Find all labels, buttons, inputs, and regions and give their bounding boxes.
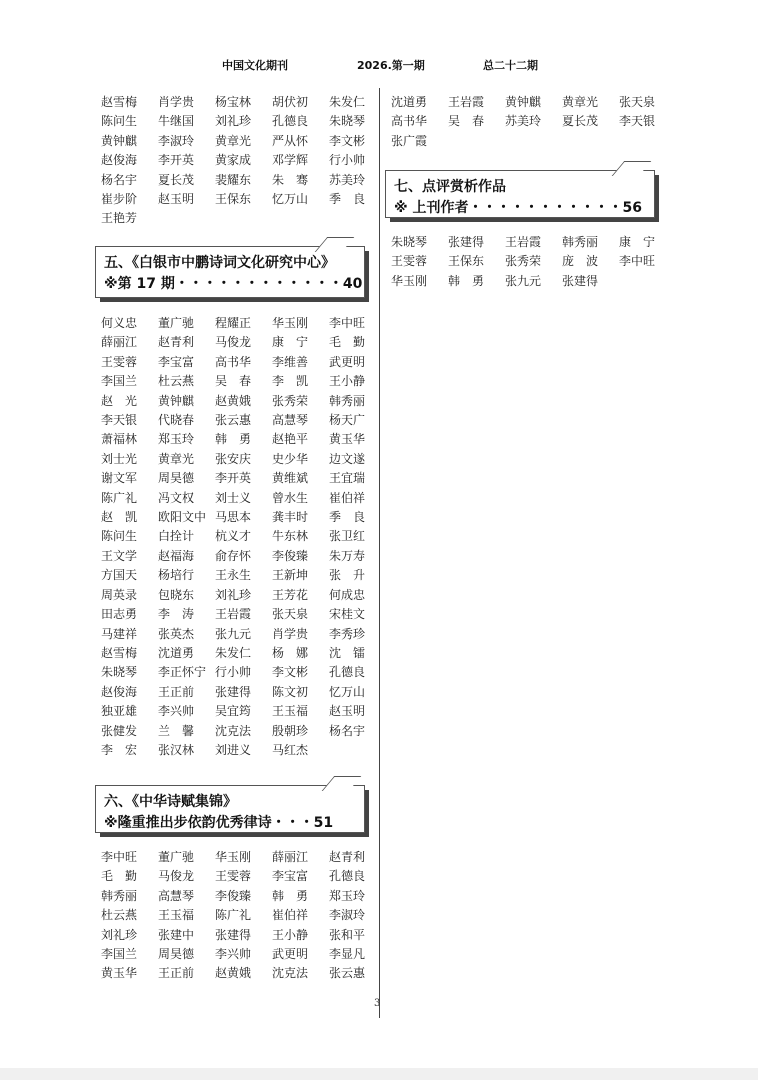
author-name: 赵福海 (158, 548, 195, 563)
section-7-title: 七、点评赏析作品 (394, 179, 506, 195)
author-name: 李秀珍 (329, 626, 366, 641)
author-name: 李 宏 (101, 742, 138, 757)
author-name: 赵黄娥 (215, 966, 252, 981)
author-name: 董广驰 (158, 316, 195, 330)
author-name: 李淑玲 (329, 908, 366, 923)
author-name: 郑玉玲 (158, 432, 195, 447)
author-name: 陈广礼 (101, 490, 138, 505)
author-name: 王小静 (272, 927, 309, 942)
author-name: 严从怀 (272, 133, 309, 148)
author-name: 刘进义 (215, 742, 252, 757)
author-name: 赵 光 (101, 393, 138, 408)
author-name: 李俊臻 (215, 888, 252, 903)
author-name: 白拴计 (158, 529, 195, 544)
author-name: 行小帅 (329, 153, 366, 168)
author-name: 刘士光 (101, 451, 138, 466)
author-name: 马俊龙 (215, 335, 252, 350)
author-name: 王雯蓉 (391, 254, 428, 269)
author-name: 忆万山 (272, 192, 309, 207)
author-name: 王芳花 (272, 587, 309, 602)
author-name: 何成忠 (329, 587, 366, 602)
section-6-heading (95, 785, 365, 833)
author-name: 李文彬 (272, 665, 309, 680)
author-name: 张天泉 (272, 607, 309, 622)
author-name: 黄玉华 (329, 432, 366, 447)
author-name: 孔德良 (329, 869, 366, 884)
author-name: 李国兰 (101, 947, 138, 962)
author-name: 周英录 (101, 587, 138, 602)
author-name: 苏美玲 (329, 172, 366, 187)
author-name: 孔德良 (272, 114, 309, 129)
author-name: 张 升 (329, 568, 366, 583)
running-header (0, 57, 758, 75)
author-name: 李兴帅 (215, 947, 252, 962)
author-name: 马建祥 (101, 626, 138, 641)
author-name: 朱晓琴 (329, 114, 366, 129)
author-name: 俞存怀 (215, 548, 252, 563)
author-name: 陈文初 (272, 684, 309, 699)
author-name: 赵雪梅 (101, 645, 138, 660)
author-name: 张广霞 (391, 133, 428, 148)
author-name: 沈 镭 (329, 645, 366, 660)
author-name: 李中旺 (329, 316, 366, 330)
author-name: 张建中 (158, 927, 195, 942)
author-name: 边文遂 (329, 451, 366, 466)
author-name: 李维善 (272, 354, 309, 369)
author-name: 张和平 (329, 927, 366, 942)
author-name: 杜云燕 (101, 908, 138, 923)
author-name: 张九元 (215, 626, 252, 641)
author-name: 田志勇 (101, 607, 138, 622)
author-name: 马俊龙 (158, 869, 195, 884)
author-name: 张汉林 (158, 742, 195, 757)
author-name: 薛丽江 (101, 335, 138, 350)
author-name: 季 良 (329, 510, 366, 525)
author-name: 何义忠 (101, 316, 138, 330)
author-name: 黄章光 (158, 451, 195, 466)
author-name: 张秀荣 (272, 393, 309, 408)
author-name: 苏美玲 (505, 114, 542, 129)
author-name: 赵玉明 (329, 704, 366, 719)
name-list-section-6 (101, 848, 391, 984)
author-name: 李 凯 (272, 374, 309, 389)
author-name: 李淑玲 (158, 133, 195, 148)
name-list-section-7 (391, 233, 681, 291)
section-7-subtitle: ※ 上刊作者・・・・・・・・・・・56 (394, 200, 642, 216)
author-name: 武更明 (329, 354, 366, 369)
author-name: 黄玉华 (101, 966, 138, 981)
author-name: 张卫红 (329, 529, 366, 544)
author-name: 王雯蓉 (215, 869, 252, 884)
author-name: 沈道勇 (391, 95, 428, 109)
author-name: 王玉福 (158, 908, 195, 923)
author-name: 孔德良 (329, 665, 366, 680)
author-name: 朱万寿 (329, 548, 366, 563)
name-list-right-top (391, 93, 681, 151)
page-number: 3 (374, 998, 381, 1009)
magazine-title: 中国文化期刊 (222, 59, 288, 72)
author-name: 兰 馨 (158, 723, 195, 738)
author-name: 杨宝林 (215, 95, 252, 109)
author-name: 黄章光 (215, 133, 252, 148)
section-6-title: 六、《中华诗赋集锦》 (104, 794, 237, 810)
author-name: 韩 勇 (272, 888, 309, 903)
author-name: 包晓东 (158, 587, 195, 602)
author-name: 赵俊海 (101, 684, 138, 699)
author-name: 周昊德 (158, 947, 195, 962)
author-name: 张建得 (448, 235, 485, 249)
author-name: 王保东 (215, 192, 252, 207)
author-name: 李兴帅 (158, 704, 195, 719)
author-name: 刘礼珍 (215, 587, 252, 602)
total-issue-label: 总二十二期 (483, 59, 538, 72)
author-name: 李中旺 (619, 254, 656, 269)
author-name: 王文学 (101, 548, 138, 563)
author-name: 张建得 (562, 273, 599, 288)
author-name: 陈问生 (101, 114, 138, 129)
author-name: 康 宁 (272, 335, 309, 350)
author-name: 史少华 (272, 451, 309, 466)
author-name: 李开英 (158, 153, 195, 168)
author-name: 吴宜筠 (215, 704, 252, 719)
author-name: 刘礼珍 (101, 927, 138, 942)
author-name: 杨培行 (158, 568, 195, 583)
author-name: 程耀正 (215, 316, 252, 330)
author-name: 王艳芳 (101, 211, 138, 226)
author-name: 崔伯祥 (272, 908, 309, 923)
author-name: 马思本 (215, 510, 252, 525)
heading-notch (612, 161, 652, 176)
author-name: 赵俊海 (101, 153, 138, 168)
author-name: 赵青利 (329, 850, 366, 864)
author-name: 代晓春 (158, 413, 195, 428)
author-name: 萧福林 (101, 432, 138, 447)
heading-notch (322, 776, 362, 791)
author-name: 董广驰 (158, 850, 195, 864)
author-name: 赵雪梅 (101, 95, 138, 109)
author-name: 张英杰 (158, 626, 195, 641)
author-name: 黄钟麒 (158, 393, 195, 408)
author-name: 杨名宇 (101, 172, 138, 187)
author-name: 张云惠 (215, 413, 252, 428)
author-name: 王小静 (329, 374, 366, 389)
author-name: 杭义才 (215, 529, 252, 544)
author-name: 庞 波 (562, 254, 599, 269)
author-name: 杨名宇 (329, 723, 366, 738)
author-name: 张秀荣 (505, 254, 542, 269)
author-name: 刘士义 (215, 490, 252, 505)
author-name: 牛东林 (272, 529, 309, 544)
author-name: 夏长茂 (562, 114, 599, 129)
author-name: 殷朝珍 (272, 723, 309, 738)
author-name: 李文彬 (329, 133, 366, 148)
author-name: 忆万山 (329, 684, 366, 699)
author-name: 吴 春 (215, 374, 252, 389)
author-name: 黄维斌 (272, 471, 309, 486)
author-name: 赵艳平 (272, 432, 309, 447)
author-name: 朱晓琴 (391, 235, 428, 249)
author-name: 行小帅 (215, 665, 252, 680)
author-name: 方国天 (101, 568, 138, 583)
author-name: 赵 凯 (101, 510, 138, 525)
author-name: 黄章光 (562, 95, 599, 109)
author-name: 王正前 (158, 966, 195, 981)
author-name: 张天泉 (619, 95, 656, 109)
author-name: 冯文权 (158, 490, 195, 505)
author-name: 朱发仁 (329, 95, 366, 109)
author-name: 李中旺 (101, 850, 138, 864)
section-5-subtitle: ※第 17 期・・・・・・・・・・・・40 (104, 276, 363, 292)
author-name: 刘礼珍 (215, 114, 252, 129)
author-name: 欧阳文中 (158, 510, 207, 525)
author-name: 沈克法 (272, 966, 309, 981)
author-name: 朱发仁 (215, 645, 252, 660)
author-name: 肖学贵 (272, 626, 309, 641)
author-name: 黄钟麒 (101, 133, 138, 148)
section-5-title: 五、《白银市中鹏诗词文化研究中心》 (104, 255, 335, 271)
author-name: 郑玉玲 (329, 888, 366, 903)
author-name: 华玉刚 (215, 850, 252, 864)
author-name: 沈道勇 (158, 645, 195, 660)
author-name: 李天银 (101, 413, 138, 428)
author-name: 毛 勤 (101, 869, 138, 884)
author-name: 华玉刚 (391, 273, 428, 288)
author-name: 陈广礼 (215, 908, 252, 923)
name-list-section-5 (101, 314, 391, 760)
author-name: 张建得 (215, 927, 252, 942)
issue-label: 2026.第一期 (357, 59, 425, 72)
author-name: 牛继国 (158, 114, 195, 129)
author-name: 王岩霞 (448, 95, 485, 109)
author-name: 李显凡 (329, 947, 366, 962)
author-name: 黄钟麒 (505, 95, 542, 109)
author-name: 陈问生 (101, 529, 138, 544)
author-name: 李国兰 (101, 374, 138, 389)
author-name: 韩 勇 (215, 432, 252, 447)
author-name: 张九元 (505, 273, 542, 288)
author-name: 独亚雄 (101, 704, 138, 719)
author-name: 吴 春 (448, 114, 485, 129)
author-name: 裴耀东 (215, 172, 252, 187)
author-name: 韩 勇 (448, 273, 485, 288)
author-name: 马红杰 (272, 742, 309, 757)
author-name: 王雯蓉 (101, 354, 138, 369)
author-name: 李正怀宁 (158, 665, 207, 680)
author-name: 王玉福 (272, 704, 309, 719)
author-name: 王永生 (215, 568, 252, 583)
author-name: 高书华 (215, 354, 252, 369)
author-name: 夏长茂 (158, 172, 195, 187)
author-name: 华玉刚 (272, 316, 309, 330)
author-name: 韩秀丽 (329, 393, 366, 408)
author-name: 杨 娜 (272, 645, 309, 660)
author-name: 赵青利 (158, 335, 195, 350)
author-name: 王正前 (158, 684, 195, 699)
author-name: 崔伯祥 (329, 490, 366, 505)
author-name: 李俊臻 (272, 548, 309, 563)
author-name: 李天银 (619, 114, 656, 129)
author-name: 黄家成 (215, 153, 252, 168)
author-name: 季 良 (329, 192, 366, 207)
author-name: 张健发 (101, 723, 138, 738)
author-name: 李 涛 (158, 607, 195, 622)
author-name: 高慧琴 (158, 888, 195, 903)
name-list-left-top (101, 93, 391, 229)
author-name: 张建得 (215, 684, 252, 699)
author-name: 曾水生 (272, 490, 309, 505)
author-name: 王新坤 (272, 568, 309, 583)
author-name: 李开英 (215, 471, 252, 486)
author-name: 王岩霞 (505, 235, 542, 249)
section-6-subtitle: ※隆重推出步依韵优秀律诗・・・51 (104, 815, 334, 831)
author-name: 邓学辉 (272, 153, 309, 168)
author-name: 朱晓琴 (101, 665, 138, 680)
author-name: 胡伏初 (272, 95, 309, 109)
author-name: 宋桂文 (329, 607, 366, 622)
author-name: 龚丰时 (272, 510, 309, 525)
author-name: 杨天广 (329, 413, 366, 428)
author-name: 薛丽江 (272, 850, 309, 864)
author-name: 王宜瑞 (329, 471, 366, 486)
author-name: 武更明 (272, 947, 309, 962)
author-name: 谢文军 (101, 471, 138, 486)
author-name: 韩秀丽 (562, 235, 599, 249)
author-name: 康 宁 (619, 235, 656, 249)
author-name: 崔步阶 (101, 192, 138, 207)
author-name: 张云惠 (329, 966, 366, 981)
section-5-heading (95, 246, 365, 298)
author-name: 赵玉明 (158, 192, 195, 207)
author-name: 高书华 (391, 114, 428, 129)
heading-notch (315, 237, 355, 252)
author-name: 李宝富 (272, 869, 309, 884)
author-name: 王岩霞 (215, 607, 252, 622)
author-name: 韩秀丽 (101, 888, 138, 903)
author-name: 张安庆 (215, 451, 252, 466)
author-name: 毛 勤 (329, 335, 366, 350)
section-7-heading (385, 170, 655, 218)
author-name: 朱 骞 (272, 172, 309, 187)
author-name: 杜云燕 (158, 374, 195, 389)
author-name: 高慧琴 (272, 413, 309, 428)
author-name: 肖学贵 (158, 95, 195, 109)
author-name: 李宝富 (158, 354, 195, 369)
author-name: 周昊德 (158, 471, 195, 486)
author-name: 王保东 (448, 254, 485, 269)
author-name: 赵黄娥 (215, 393, 252, 408)
author-name: 沈克法 (215, 723, 252, 738)
